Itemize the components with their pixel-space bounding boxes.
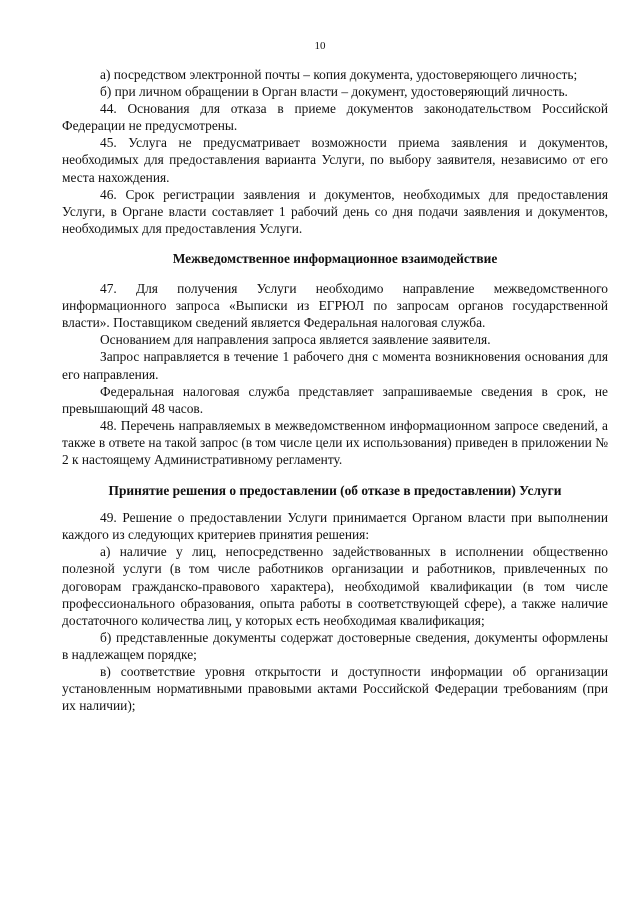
paragraph: 47. Для получения Услуги необходимо направление межведомственного информационного запроса «Выписки из ЕГРЮЛ по запросам органов государственной власти». Поставщиком сведений является Федеральная налоговая служба. <box>62 281 608 331</box>
paragraph: 48. Перечень направляемых в межведомственном информационном запросе сведений, а также в ответе на такой запрос (в том числе цели их использования) приведен в приложении № 2 к настоящему Административному регламенту. <box>62 417 608 467</box>
paragraph: Основанием для направления запроса является заявление заявителя. <box>100 332 491 348</box>
paragraph: а) наличие у лиц, непосредственно задействованных в исполнении общественно полезной услуги (в том числе работников организации и работников, привлеченных по договорам гражданско-правового характера), необходимой квалификации (в том числе профессионального образования, опыта работы в соответствующей сфере), а также наличие достаточного количества лиц, у которых есть необходимая квалификация; <box>62 544 608 628</box>
page-number: 10 <box>314 40 326 52</box>
paragraph: б) при личном обращении в Орган власти – документ, удостоверяющий личность. <box>100 84 568 100</box>
paragraph: в) соответствие уровня открытости и доступности информации об организации установленным нормативными правовыми актами Российской Федерации требованиям (при их наличии); <box>62 664 608 714</box>
document-body <box>62 66 608 714</box>
paragraph: б) представленные документы содержат достоверные сведения, документы оформлены в надлежащем порядке; <box>62 629 608 662</box>
section-heading-interagency: Межведомственное информационное взаимодействие <box>172 250 498 266</box>
paragraph: а) посредством электронной почты – копия документа, удостоверяющего личность; <box>100 67 578 82</box>
paragraph: Запрос направляется в течение 1 рабочего дня с момента возникновения основания для его направления. <box>62 349 608 382</box>
paragraph: 46. Срок регистрации заявления и документов, необходимых для предоставления Услуги, в Органе власти составляет 1 рабочий день со дня подачи заявления и документов, необходимых для предоставления Услуги. <box>62 186 608 236</box>
paragraph: 44. Основания для отказа в приеме документов законодательством Российской Федерации не предусмотрены. <box>62 101 608 134</box>
paragraph: 45. Услуга не предусматривает возможности приема заявления и документов, необходимых для предоставления варианта Услуги, по выбору заявителя, независимо от его места нахождения. <box>62 135 608 185</box>
paragraph: Федеральная налоговая служба представляет запрашиваемые сведения в срок, не превышающий 48 часов. <box>62 383 608 416</box>
paragraph: 49. Решение о предоставлении Услуги принимается Органом власти при выполнении каждого из следующих критериев принятия решения: <box>62 510 608 543</box>
section-heading-decision: Принятие решения о предоставлении (об отказе в предоставлении) Услуги <box>108 483 562 499</box>
